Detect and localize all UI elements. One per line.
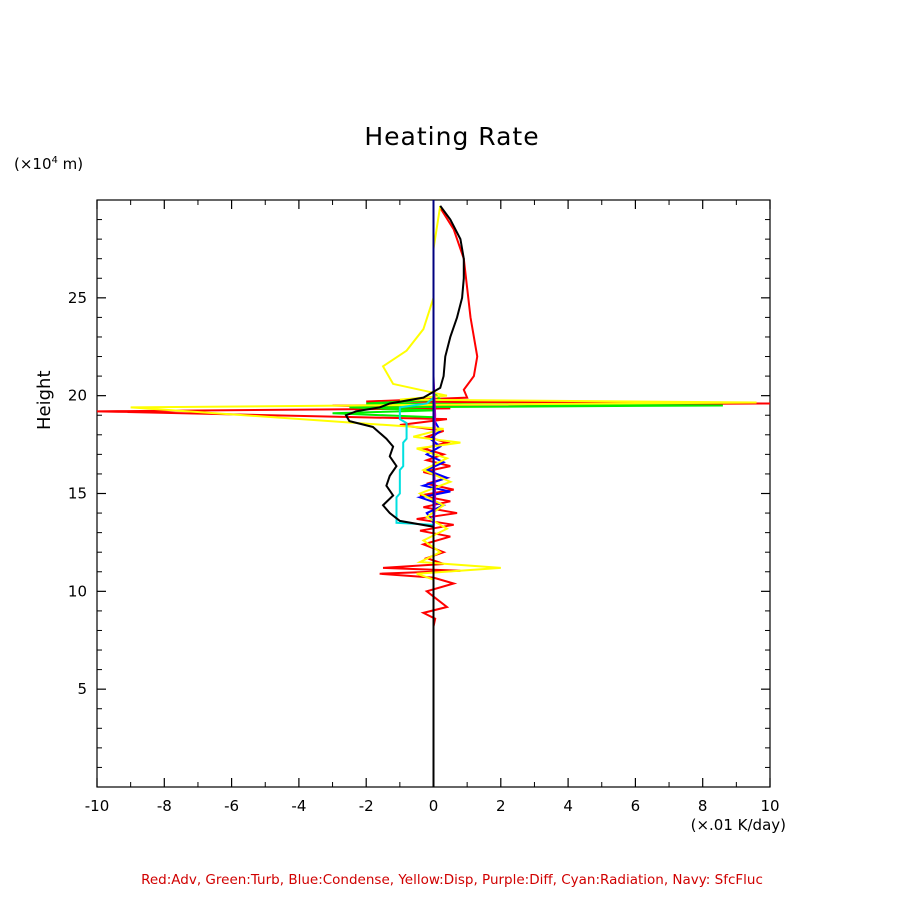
svg-text:10: 10 [760,797,780,815]
svg-text:-8: -8 [156,797,172,815]
svg-text:4: 4 [563,797,573,815]
svg-text:-2: -2 [358,797,374,815]
y-axis-unit-label: ($\times 10^4$ m) [14,155,84,173]
svg-text:2: 2 [496,797,506,815]
series-line-disp [131,206,757,787]
svg-text:-6: -6 [224,797,240,815]
svg-text:10: 10 [67,582,87,601]
legend: Red:Adv, Green:Turb, Blue:Condense, Yellow:Disp, Purple:Diff, Cyan:Radiation, Navy: SfcFluc [141,872,763,888]
svg-text:5: 5 [77,680,87,699]
svg-text:6: 6 [630,797,641,815]
chart-title: Heating Rate [364,122,540,151]
svg-text:-10: -10 [84,797,110,815]
axis-tick-labels [68,289,780,815]
data-series-layer [97,200,770,787]
svg-text:0: 0 [428,797,439,815]
svg-text:8: 8 [697,797,708,815]
series-line-total [346,206,464,787]
svg-text:20: 20 [67,386,87,405]
svg-text:25: 25 [67,288,87,307]
x-axis-unit-label: (×.01 K/day) [690,816,786,834]
svg-text:-4: -4 [291,797,307,815]
y-axis-title: Height [34,370,55,430]
svg-text:15: 15 [67,484,87,503]
